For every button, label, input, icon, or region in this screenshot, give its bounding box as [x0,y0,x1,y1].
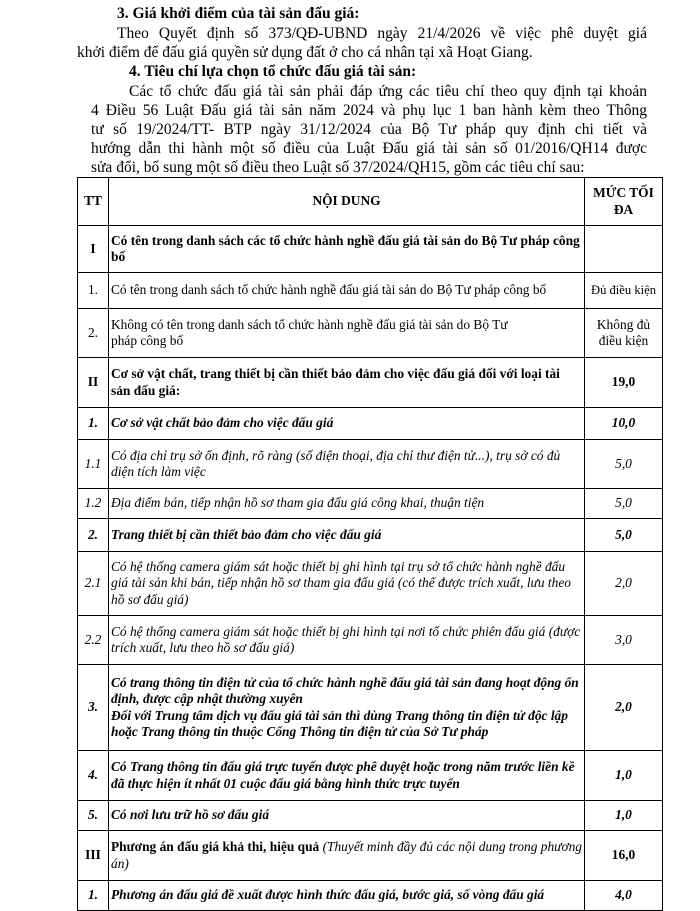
row-content [109,665,585,751]
row-max: 10,0 [585,408,663,440]
row-tt: I [78,226,109,273]
row-content: Có địa chỉ trụ sở ổn định, rõ ràng (số điện thoại, địa chỉ thư điện tử...), trụ sở có đủ diện tích làm việc [109,440,585,489]
row-content-part-1: Có trang thông tin điện tử của tổ chức hành nghề đấu giá tài sản đang hoạt động ổn định, được cập nhật thường xuyên [111,674,579,706]
row-tt: III [78,831,109,881]
row-tt: 2.2 [78,616,109,665]
section-4-line-5: sửa đổi, bổ sung một số điều theo Luật số 37/2024/QH15, gồm các tiêu chí sau: [91,159,585,176]
table-row [78,519,663,552]
section-3-heading: 3. Giá khởi điểm của tài sản đấu giá: [117,5,360,22]
table-row [78,489,663,519]
row-max: 5,0 [585,519,663,552]
row-tt: 1. [78,881,109,911]
header-content: NỘI DUNG [109,178,585,226]
table-row [78,665,663,751]
row-content [109,831,585,881]
table-row [78,358,663,408]
row-max: 2,0 [585,665,663,751]
row-tt: 1. [78,408,109,440]
row-max: Đủ điều kiện [585,273,663,309]
table-row [78,552,663,616]
table-header-row [78,178,663,226]
row-content: Có nơi lưu trữ hồ sơ đấu giá [109,801,585,831]
row-content: Có tên trong danh sách tổ chức hành nghề đấu giá tài sản do Bộ Tư pháp công bố [109,273,585,309]
table-row [78,408,663,440]
row-max: 1,0 [585,801,663,831]
criteria-table [77,177,663,911]
row-content: Có hệ thống camera giám sát hoặc thiết bị ghi hình tại nơi tổ chức phiên đấu giá (được trích xuất, lưu theo hồ sơ đấu giá) [109,616,585,665]
table-row [78,226,663,273]
row-content: Trang thiết bị cần thiết bảo đảm cho việc đấu giá [109,519,585,552]
row-tt: 3. [78,665,109,751]
row-tt: 2. [78,309,109,358]
header-tt: TT [78,178,109,226]
row-content: Có tên trong danh sách các tổ chức hành nghề đấu giá tài sản do Bộ Tư pháp công bố [109,226,585,273]
row-tt: II [78,358,109,408]
row-max: 1,0 [585,751,663,801]
row-max: 2,0 [585,552,663,616]
row-max [585,226,663,273]
section-3-line-2: khởi điểm để đấu giá quyền sử dụng đất ở cho cá nhân tại xã Hoạt Giang. [77,44,533,61]
table-row [78,440,663,489]
header-max [585,178,663,226]
table-row [78,751,663,801]
section-4-heading: 4. Tiêu chí lựa chọn tổ chức đấu giá tài sản: [129,63,417,80]
row-max: 3,0 [585,616,663,665]
section-4-line-3: tư số 19/2024/TT- BTP ngày 31/12/2024 của Bộ Tư pháp quy định chi tiết và [91,121,647,138]
row-max: Không đủ điều kiện [585,309,663,358]
row-max: 19,0 [585,358,663,408]
row-content-part-2: Đối với Trung tâm dịch vụ đấu giá tài sản thì dùng Trang thông tin điện tử độc lập hoặc Trang thông tin thuộc Cổng Thông tin điện tử của Sở Tư pháp [111,707,568,739]
row-tt: 1.2 [78,489,109,519]
row-tt: 5. [78,801,109,831]
row-content: Cơ sở vật chất bảo đảm cho việc đấu giá [109,408,585,440]
table-row [78,831,663,881]
section-4-line-2: 4 Điều 56 Luật Đấu giá tài sản năm 2024 và phụ lục 1 ban hành kèm theo Thông [91,102,647,119]
section-4-line-1: Các tổ chức đấu giá tài sản phải đáp ứng các tiêu chí theo quy định tại khoản [129,83,647,100]
header-max-line-2: ĐA [613,201,634,217]
row-content-note: (Thuyết minh đầy đủ các nội dung trong phương án) [111,839,582,871]
row-tt: 2.1 [78,552,109,616]
row-content: Có hệ thống camera giám sát hoặc thiết bị ghi hình tại trụ sở tổ chức hành nghề đấu giá tài sản khi bán, tiếp nhận hồ sơ tham gia đấu giá (có thể được trích xuất, lưu theo hồ sơ đấu giá) [109,552,585,616]
row-content: Địa điểm bán, tiếp nhận hồ sơ tham gia đấu giá công khai, thuận tiện [109,489,585,519]
section-3-line-1: Theo Quyết định số 373/QĐ-UBND ngày 21/4/2026 về việc phê duyệt giá [117,25,647,42]
row-tt: 1.1 [78,440,109,489]
row-max: 4,0 [585,881,663,911]
row-tt: 2. [78,519,109,552]
table-row [78,616,663,665]
table-row [78,881,663,911]
row-max: 5,0 [585,440,663,489]
header-max-line-1: MỨC TỐI [593,185,654,200]
table-row [78,309,663,358]
row-content: Không có tên trong danh sách tổ chức hành nghề đấu giá tài sản do Bộ Tư pháp công bố [109,309,585,358]
row-content: Có Trang thông tin đấu giá trực tuyến được phê duyệt hoặc trong năm trước liền kề đã thực hiện ít nhất 01 cuộc đấu giá bằng hình thức trực tuyến [109,751,585,801]
row-max: 5,0 [585,489,663,519]
table-row [78,273,663,309]
row-tt: 4. [78,751,109,801]
section-4-line-4: hướng dẫn thi hành một số điều của Luật Đấu giá tài sản số 01/2016/QH14 được [91,140,647,157]
row-content: Phương án đấu giá đề xuất được hình thức đấu giá, bước giá, số vòng đấu giá [109,881,585,911]
row-content-main: Phương án đấu giá khả thi, hiệu quả [111,839,320,854]
row-content: Cơ sở vật chất, trang thiết bị cần thiết bảo đảm cho việc đấu giá đối với loại tài sản đấu giá: [109,358,585,408]
row-max: 16,0 [585,831,663,881]
table-row [78,801,663,831]
row-tt: 1. [78,273,109,309]
